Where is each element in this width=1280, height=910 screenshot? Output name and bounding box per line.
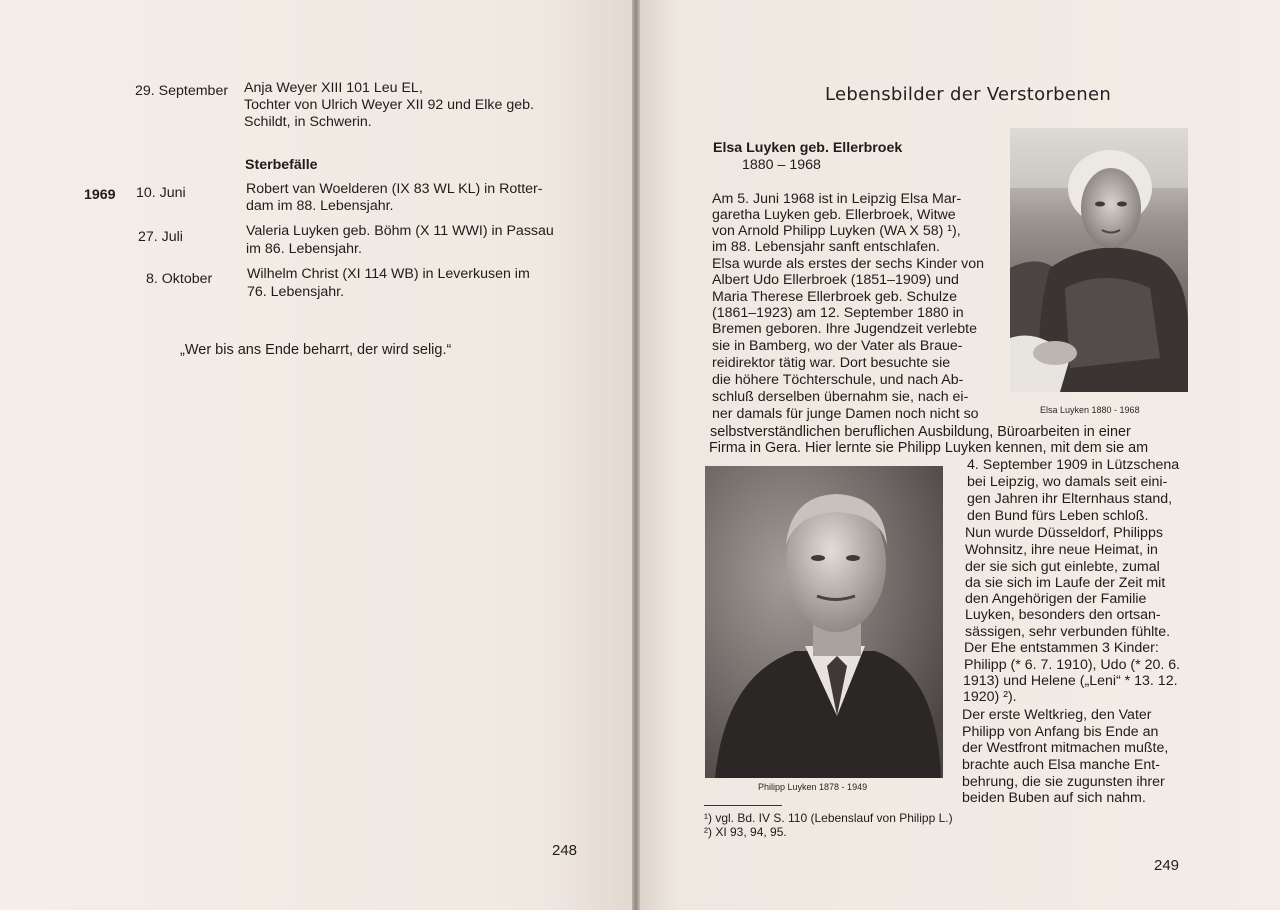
chapter-title: Lebensbilder der Verstorbenen [825, 84, 1112, 105]
body-right-line-15: 1920) ²). [963, 689, 1017, 705]
body-right-line-19: brachte auch Elsa manche Ent- [962, 757, 1160, 773]
body-right-line-16: Der erste Weltkrieg, den Vater [962, 707, 1152, 723]
body-right-line-10: Luyken, besonders den ortsan- [965, 607, 1161, 623]
death-2-date: 27. Juli [138, 229, 183, 245]
body-right-line-14: 1913) und Helene („Leni“ * 13. 12. [963, 673, 1178, 689]
photo-elsa-caption: Elsa Luyken 1880 - 1968 [1040, 405, 1140, 415]
body-right-line-7: der sie sich gut einlebte, zumal [965, 559, 1160, 575]
death-1-date: 10. Juni [136, 185, 186, 201]
body-line-3: von Arnold Philipp Luyken (WA X 58) ¹), [712, 223, 961, 239]
body-line-9: Bremen geboren. Ihre Jugendzeit verlebte [712, 321, 977, 337]
year-label: 1969 [84, 187, 116, 203]
body-right-line-2: bei Leipzig, wo damals seit eini- [967, 474, 1168, 490]
person-years: 1880 – 1968 [742, 157, 821, 173]
photo-elsa-luyken [1010, 128, 1188, 392]
portrait-elsa-icon [1010, 128, 1188, 392]
body-right-line-9: den Angehörigen der Familie [965, 591, 1147, 607]
body-line-7: Maria Therese Ellerbroek geb. Schulze [712, 289, 957, 305]
page-number-left: 248 [552, 842, 578, 859]
body-line-10: sie in Bamberg, wo der Vater als Braue- [712, 338, 963, 354]
person-name: Elsa Luyken geb. Ellerbroek [713, 140, 903, 156]
body-line-16: Firma in Gera. Hier lernte sie Philipp Luyken kennen, mit dem sie am [709, 440, 1149, 456]
body-right-line-17: Philipp von Anfang bis Ende an [962, 724, 1159, 740]
page-number-right: 249 [1154, 857, 1180, 874]
body-line-11: reidirektor tätig war. Dort besuchte sie [712, 355, 951, 371]
footnote-rule [704, 805, 782, 806]
birth-line-1: Anja Weyer XIII 101 Leu EL, [244, 80, 423, 96]
death-1-line-2: dam im 88. Lebensjahr. [246, 198, 394, 214]
body-line-13: schluß derselben übernahm sie, nach ei- [712, 389, 969, 405]
section-heading-deaths: Sterbefälle [245, 157, 318, 173]
birth-line-2: Tochter von Ulrich Weyer XII 92 und Elke geb. [244, 97, 534, 113]
body-right-line-21: beiden Buben auf sich nahm. [962, 790, 1146, 806]
photo-philipp-luyken [705, 466, 943, 778]
portrait-philipp-icon [705, 466, 943, 778]
body-line-6: Albert Udo Ellerbroek (1851–1909) und [712, 272, 959, 288]
body-line-2: garetha Luyken geb. Ellerbroek, Witwe [712, 207, 956, 223]
death-2-line-1: Valeria Luyken geb. Böhm (X 11 WWI) in Passau [246, 223, 554, 239]
body-right-line-4: den Bund fürs Leben schloß. [967, 508, 1149, 524]
body-line-4: im 88. Lebensjahr sanft entschlafen. [712, 239, 940, 255]
body-line-14: ner damals für junge Damen noch nicht so [712, 406, 979, 422]
body-right-line-1: 4. September 1909 in Lützschena [967, 457, 1180, 473]
death-3-date: 8. Oktober [146, 271, 213, 287]
death-2-line-2: im 86. Lebensjahr. [246, 241, 362, 257]
body-right-line-12: Der Ehe entstammen 3 Kinder: [964, 640, 1159, 656]
body-line-12: die höhere Töchterschule, und nach Ab- [712, 372, 964, 388]
footnote-2: ²) XI 93, 94, 95. [704, 825, 787, 839]
body-right-line-18: der Westfront mitmachen mußte, [962, 740, 1169, 756]
footnote-1: ¹) vgl. Bd. IV S. 110 (Lebenslauf von Philipp L.) [704, 811, 953, 825]
bible-quote: „Wer bis ans Ende beharrt, der wird selig.“ [180, 342, 452, 358]
left-page [0, 0, 632, 910]
body-right-line-20: behrung, die sie zugunsten ihrer [962, 774, 1165, 790]
body-line-15: selbstverständlichen beruflichen Ausbildung, Büroarbeiten in einer [710, 424, 1131, 440]
death-3-line-2: 76. Lebensjahr. [247, 284, 345, 300]
photo-philipp-caption: Philipp Luyken 1878 - 1949 [758, 782, 868, 792]
body-right-line-8: da sie sich im Laufe der Zeit mit [965, 575, 1166, 591]
body-right-line-5: Nun wurde Düsseldorf, Philipps [965, 525, 1163, 541]
body-right-line-13: Philipp (* 6. 7. 1910), Udo (* 20. 6. [964, 657, 1181, 673]
body-line-1: Am 5. Juni 1968 ist in Leipzig Elsa Mar- [712, 191, 962, 207]
body-right-line-6: Wohnsitz, ihre neue Heimat, in [965, 542, 1158, 558]
body-right-line-3: gen Jahren ihr Elternhaus stand, [967, 491, 1173, 507]
body-line-8: (1861–1923) am 12. September 1880 in [712, 305, 964, 321]
body-right-line-11: sässigen, sehr verbunden fühlte. [965, 624, 1171, 640]
death-3-line-1: Wilhelm Christ (XI 114 WB) in Leverkusen im [247, 266, 530, 282]
book-gutter [632, 0, 640, 910]
birth-date: 29. September [135, 83, 229, 99]
birth-line-3: Schildt, in Schwerin. [244, 114, 372, 130]
death-1-line-1: Robert van Woelderen (IX 83 WL KL) in Rotter- [246, 181, 543, 197]
body-line-5: Elsa wurde als erstes der sechs Kinder von [712, 256, 985, 272]
